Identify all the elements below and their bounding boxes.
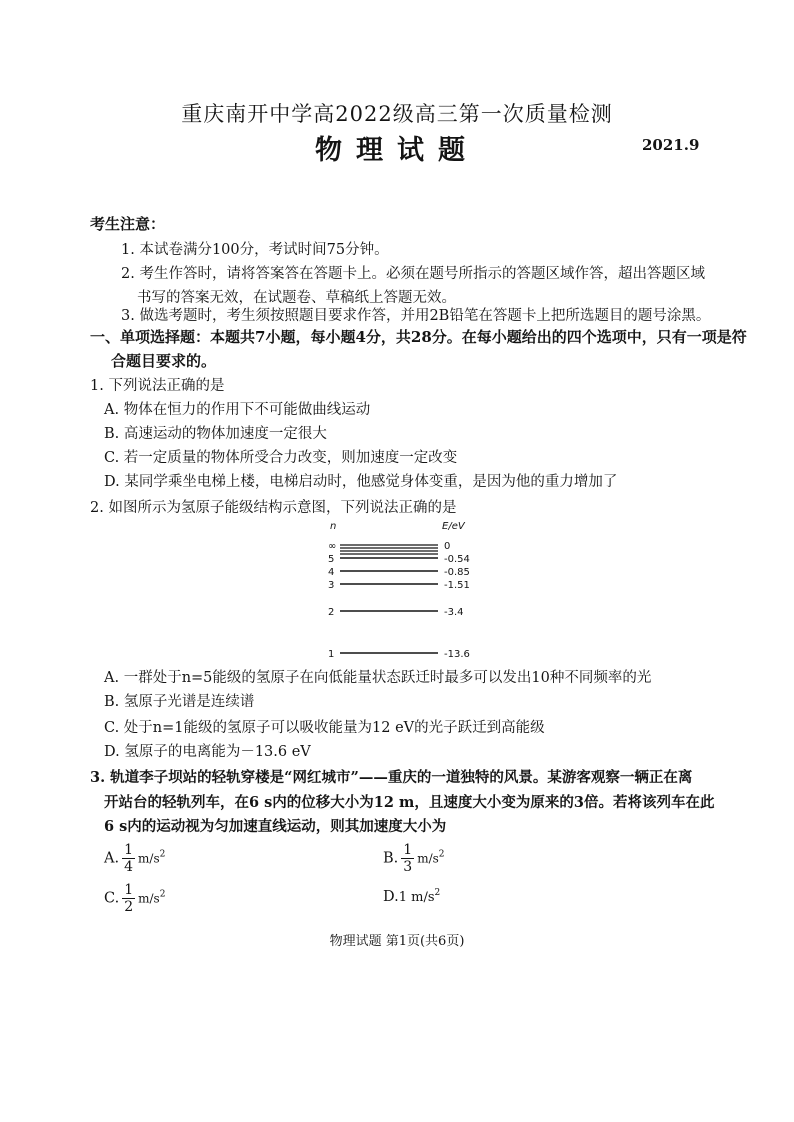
denominator: 3 xyxy=(403,859,413,875)
fraction xyxy=(122,882,135,915)
q1-option-c: C. 若一定质量的物体所受合力改变，则加速度一定改变 xyxy=(104,450,458,466)
q3-option-b xyxy=(383,842,445,875)
level-energy-label: -0.54 xyxy=(444,554,470,565)
unit: m/s xyxy=(138,851,160,866)
subject-title: 物理试题 xyxy=(315,135,479,166)
numerator: 1 xyxy=(124,842,134,858)
q1-option-d: D. 某同学乘坐电梯上楼，电梯启动时，他感觉身体变重，是因为他的重力增加了 xyxy=(104,474,618,490)
q2-option-b: B. 氢原子光谱是连续谱 xyxy=(104,694,255,710)
q3-stem-line-3: 6 s内的运动视为匀加速直线运动，则其加速度大小为 xyxy=(104,818,447,835)
level-n-label: 5 xyxy=(328,554,335,565)
q3-option-c-label: C. xyxy=(104,890,120,907)
fraction xyxy=(122,842,135,875)
q2-option-c: C. 处于n=1能级的氢原子可以吸收能量为12 eV的光子跃迁到高能级 xyxy=(104,720,545,736)
q2-option-a: A. 一群处于n=5能级的氢原子在向低能量状态跃迁时最多可以发出10种不同频率的光 xyxy=(104,670,652,686)
exam-date: 2021.9 xyxy=(642,136,700,154)
diagram-e-header: E/eV xyxy=(442,521,465,532)
q3-stem-line-1: 3. 轨道李子坝站的轻轨穿楼是“网红城市”——重庆的一道独特的风景。某游客观察一辆正在离 xyxy=(90,769,693,786)
q3-stem-line-2: 开站台的轻轨列车，在6 s内的位移大小为12 m，且速度大小变为原来的3倍。若将该列车在此 xyxy=(104,794,715,811)
page-footer: 物理试题 第1页(共6页) xyxy=(329,934,465,949)
level-n-label: ∞ xyxy=(328,541,337,552)
level-n-label: 1 xyxy=(328,649,335,660)
exponent: 2 xyxy=(434,888,441,898)
section-heading: 一、单项选择题：本题共7小题，每小题4分，共28分。在每小题给出的四个选项中，只有一项是符 xyxy=(90,328,747,346)
level-n-label: 4 xyxy=(328,567,335,578)
q1-option-a: A. 物体在恒力的作用下不可能做曲线运动 xyxy=(104,402,371,418)
value: 1 m/s xyxy=(398,889,435,905)
school-title: 重庆南开中学高2022级高三第一次质量检测 xyxy=(181,102,613,126)
notice-item-2-cont: 书写的答案无效，在试题卷、草稿纸上答题无效。 xyxy=(137,290,456,306)
level-energy-label: -1.51 xyxy=(444,580,470,591)
diagram-n-header: n xyxy=(330,521,337,532)
numerator: 1 xyxy=(124,882,134,898)
q3-option-a xyxy=(104,842,165,875)
q2-option-d: D. 氢原子的电离能为－13.6 eV xyxy=(104,744,311,760)
fraction xyxy=(401,842,414,875)
energy-level-diagram xyxy=(320,515,480,665)
q1-option-b: B. 高速运动的物体加速度一定很大 xyxy=(104,426,327,442)
notice-item-3: 3. 做选考题时，考生须按照题目要求作答，并用2B铅笔在答题卡上把所选题目的题号涂黑。 xyxy=(121,308,711,324)
denominator: 2 xyxy=(124,899,134,915)
exponent: 2 xyxy=(438,849,445,860)
q1-stem: 1. 下列说法正确的是 xyxy=(90,378,225,394)
notice-heading: 考生注意： xyxy=(90,215,166,233)
q2-stem: 2. 如图所示为氢原子能级结构示意图，下列说法正确的是 xyxy=(90,500,457,516)
section-heading-cont: 合题目要求的。 xyxy=(111,352,217,370)
q3-option-a-label: A. xyxy=(104,850,120,867)
level-n-label: 3 xyxy=(328,580,335,591)
level-n-label: 2 xyxy=(328,607,335,618)
q3-option-c xyxy=(104,882,165,915)
level-energy-label: 0 xyxy=(444,541,451,552)
convergence-lines xyxy=(340,545,438,554)
q3-option-b-label: B. xyxy=(383,850,399,867)
numerator: 1 xyxy=(403,842,413,858)
q3-option-d xyxy=(383,888,440,905)
denominator: 4 xyxy=(124,859,134,875)
level-energy-label: -3.4 xyxy=(444,607,464,618)
unit: m/s xyxy=(138,891,160,906)
notice-item-1: 1. 本试卷满分100分，考试时间75分钟。 xyxy=(121,242,389,258)
q3-option-d-label: D. xyxy=(383,888,399,905)
notice-item-2: 2. 考生作答时，请将答案答在答题卡上。必须在题号所指示的答题区域作答，超出答题区域 xyxy=(121,266,705,282)
level-energy-label: -13.6 xyxy=(444,649,470,660)
level-energy-label: -0.85 xyxy=(444,567,470,578)
exponent: 2 xyxy=(159,849,166,860)
energy-levels xyxy=(328,541,470,660)
unit: m/s xyxy=(417,851,439,866)
exponent: 2 xyxy=(159,889,166,900)
